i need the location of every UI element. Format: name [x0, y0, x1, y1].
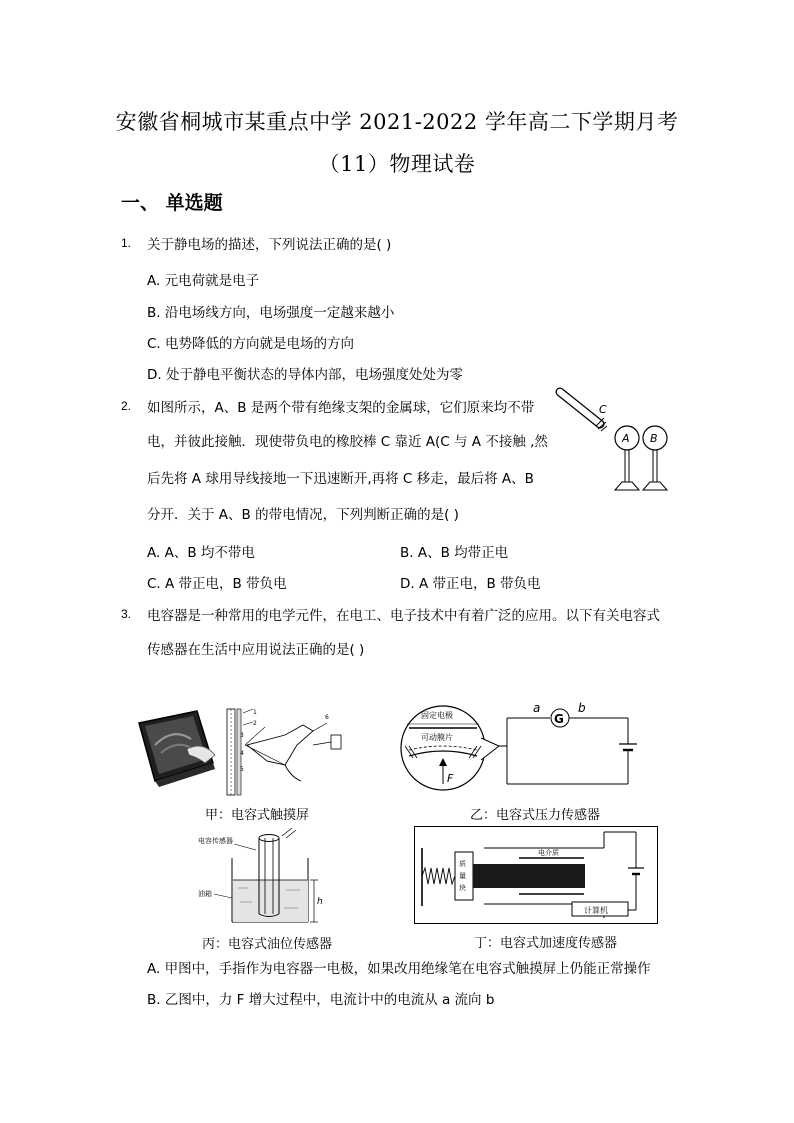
- tablet-illustration: [139, 711, 215, 787]
- rubber-rod: [560, 392, 607, 431]
- question-3-option-a: A. 甲图中，手指作为电容器一电极，如果改用绝缘笔在电容式触摸屏上仍能正常操作: [147, 961, 651, 977]
- touch-diagram: [227, 709, 341, 795]
- question-2-line-2: 电，并彼此接触．现使带负电的橡胶棒 C 靠近 A(C 与 A 不接触 ,然: [147, 434, 548, 450]
- question-2-option-c: C. A 带正电，B 带负电: [147, 576, 287, 592]
- oil: [233, 880, 308, 922]
- ball-a-label: A: [622, 432, 630, 445]
- caption-bing: 丙：电容式油位传感器: [202, 937, 333, 952]
- caption-ding: 丁：电容式加速度传感器: [474, 936, 618, 951]
- point-a-label: a: [533, 701, 541, 715]
- rod-label-c: C: [599, 403, 607, 416]
- ball-b: [643, 426, 667, 490]
- galvanometer-label: G: [554, 712, 564, 726]
- force-label: F: [447, 772, 454, 785]
- question-2-option-a: A. A、B 均不带电: [147, 545, 255, 561]
- fixed-electrode-label: 固定电极: [421, 711, 453, 720]
- question-2-option-b: B. A、B 均带正电: [400, 545, 509, 561]
- question-1-option-d: D. 处于静电平衡状态的导体内部，电场强度处处为零: [147, 367, 463, 383]
- figure-yi-pressure-sensor: [395, 700, 640, 798]
- question-1-option-c: C. 电势降低的方向就是电场的方向: [147, 336, 355, 352]
- oil-box-label: 油箱: [198, 890, 212, 898]
- touch-label-3: 3: [240, 732, 244, 739]
- computer-label: 计算机: [584, 906, 608, 915]
- touch-label-2: 2: [253, 720, 257, 727]
- mass-block-char-1: 质: [459, 860, 466, 868]
- question-2-line-3: 后先将 A 球用导线接地一下迅速断开,再将 C 移走，最后将 A、B: [147, 471, 534, 487]
- ball-a: [615, 426, 639, 490]
- question-2-option-d: D. A 带正电，B 带负电: [400, 576, 541, 592]
- touch-label-1: 1: [253, 709, 257, 716]
- caption-jia: 甲：电容式触摸屏: [205, 808, 310, 823]
- mass-block-char-2: 量: [459, 872, 466, 880]
- page-title-line2: （11）物理试卷: [318, 152, 476, 176]
- movable-film-label: 可动膜片: [421, 733, 453, 742]
- question-1-stem: 关于静电场的描述，下列说法正确的是( ): [147, 237, 392, 253]
- mass-block-char-3: 块: [459, 884, 466, 892]
- ball-b-label: B: [650, 432, 658, 445]
- dielectric-slab: [473, 864, 585, 888]
- touch-label-4: 4: [240, 750, 244, 757]
- page-title-line1: 安徽省桐城市某重点中学 2021-2022 学年高二下学期月考: [115, 110, 679, 134]
- figure-bing-oil-sensor: [196, 828, 326, 928]
- question-2-figure: [552, 386, 677, 496]
- question-3-line-2: 传感器在生活中应用说法正确的是( ): [147, 642, 365, 658]
- question-1-option-a: A. 元电荷就是电子: [147, 273, 260, 289]
- height-label: h: [317, 897, 323, 907]
- question-2-line-4: 分开．关于 A、B 的带电情况，下列判断正确的是( ): [147, 507, 459, 523]
- question-1-option-b: B. 沿电场线方向，电场强度一定越来越小: [147, 305, 395, 321]
- section-heading: 一、 单选题: [121, 192, 223, 214]
- question-3-number: 3.: [121, 607, 132, 621]
- point-b-label: b: [578, 701, 586, 715]
- figure-ding-acceleration-sensor: [414, 826, 658, 924]
- touch-label-5: 5: [240, 766, 244, 773]
- question-2-number: 2.: [121, 399, 132, 413]
- question-3-option-b: B. 乙图中，力 F 增大过程中，电流计中的电流从 a 流向 b: [147, 992, 495, 1008]
- figure-jia-touchscreen: [135, 705, 350, 797]
- question-2-line-1: 如图所示，A、B 是两个带有绝缘支架的金属球，它们原来均不带: [147, 400, 535, 416]
- cap-sensor-label: 电容传感器: [198, 837, 233, 845]
- dielectric-label: 电介质: [538, 849, 559, 857]
- touch-label-6: 6: [325, 714, 329, 721]
- caption-yi: 乙：电容式压力传感器: [470, 808, 601, 823]
- question-1-number: 1.: [121, 236, 132, 250]
- question-3-line-1: 电容器是一种常用的电学元件，在电工、电子技术中有着广泛的应用。以下有关电容式: [147, 608, 660, 624]
